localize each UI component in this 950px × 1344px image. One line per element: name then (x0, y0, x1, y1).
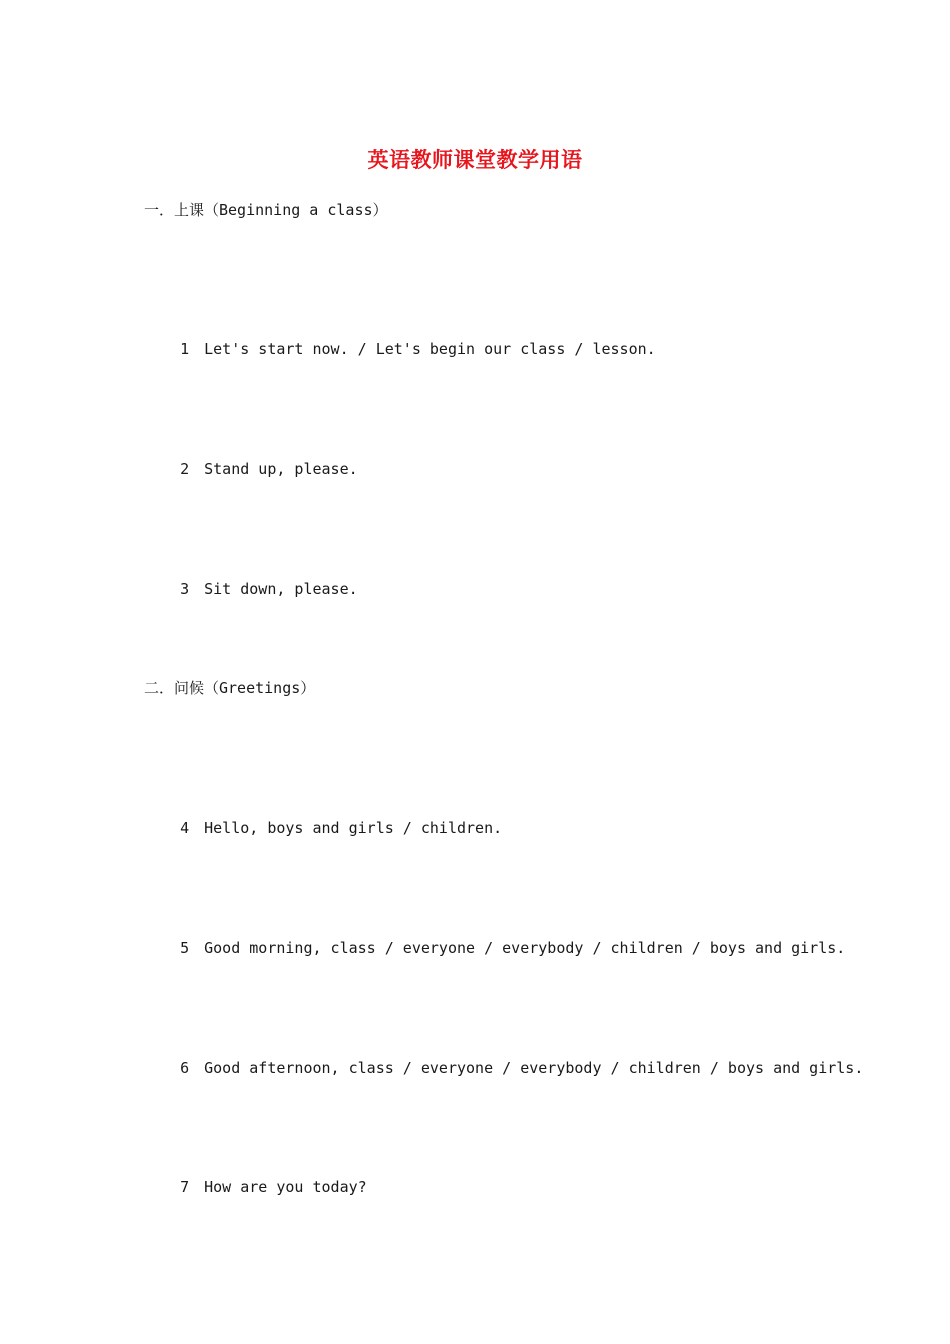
list-item (144, 439, 358, 499)
section-heading-greetings: 二．问候（Greetings） (144, 679, 316, 697)
item-number: 6 (180, 1059, 190, 1077)
item-number: 2 (180, 460, 190, 478)
item-number: 3 (180, 580, 190, 598)
item-number: 1 (180, 340, 190, 358)
list-item (144, 918, 845, 978)
item-number: 4 (180, 819, 190, 837)
list-item (144, 559, 358, 619)
list-item (144, 1038, 863, 1098)
list-item (144, 798, 502, 858)
list-item (144, 319, 656, 379)
item-text: Stand up, please. (204, 460, 358, 478)
list-item (144, 1157, 367, 1217)
item-text: Let's start now. / Let's begin our class / lesson. (204, 340, 656, 358)
item-text: Hello, boys and girls / children. (204, 819, 503, 837)
document-title: 英语教师课堂教学用语 (367, 147, 583, 172)
item-text: Sit down, please. (204, 580, 358, 598)
item-text: How are you today? (204, 1178, 367, 1196)
item-number: 5 (180, 939, 190, 957)
item-number: 7 (180, 1178, 190, 1196)
item-text: Good morning, class / everyone / everybody / children / boys and girls. (204, 939, 846, 957)
item-text: Good afternoon, class / everyone / everybody / children / boys and girls. (204, 1059, 864, 1077)
section-heading-beginning-class: 一．上课（Beginning a class） (144, 201, 388, 219)
